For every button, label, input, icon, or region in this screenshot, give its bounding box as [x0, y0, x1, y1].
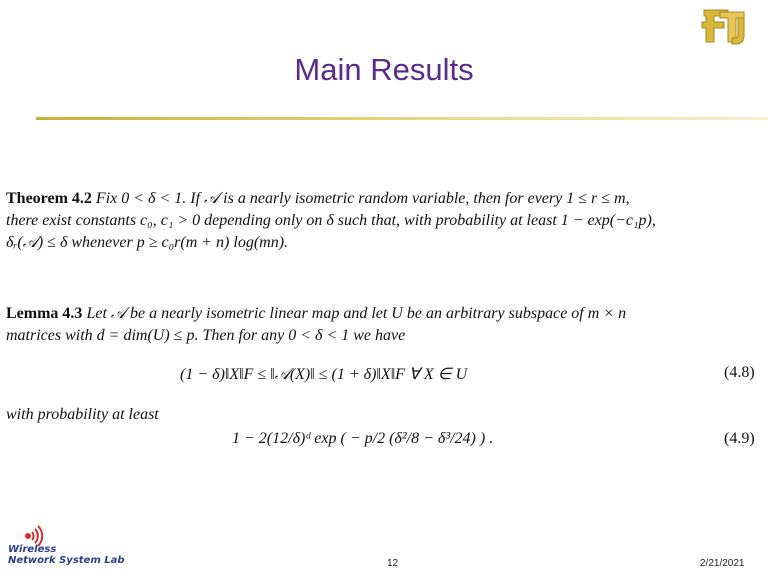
lab-name-line-1: Wireless	[8, 544, 57, 555]
theorem-line-1	[6, 188, 766, 210]
theorem-label: Theorem 4.2	[6, 190, 92, 207]
theorem-text-3: δᵣ(𝒜) ≤ δ whenever p ≥ c₀r(m + n) log(mn).	[6, 234, 289, 251]
lemma-block	[6, 303, 766, 347]
equation-4-9-number: (4.9)	[724, 430, 755, 447]
slide-date: 2/21/2021	[700, 558, 745, 569]
ftu-logo	[698, 4, 754, 48]
equation-4-9: 1 − 2(12/δ)ᵈ exp ( − p/2 (δ²/8 − δ³/24) ) .	[232, 430, 494, 447]
lemma-label: Lemma 4.3	[6, 305, 83, 322]
equation-4-8-number: (4.8)	[724, 364, 755, 381]
equation-4-8: (1 − δ)‖X‖F ≤ ‖𝒜(X)‖ ≤ (1 + δ)‖X‖F ∀ X ∈ U	[180, 366, 468, 383]
probability-text	[6, 404, 766, 426]
lemma-line-1	[6, 303, 766, 325]
page-number: 12	[387, 558, 399, 569]
title-divider	[36, 117, 768, 120]
theorem-text-2: there exist constants c₀, c₁ > 0 depending only on δ such that, with probability at least 1 − exp(−c₁p),	[6, 212, 656, 229]
lab-name-line-2: Network System Lab	[8, 555, 125, 566]
lab-name	[8, 544, 125, 566]
theorem-text-1: Fix 0 < δ < 1. If 𝒜 is a nearly isometric random variable, then for every 1 ≤ r ≤ m,	[95, 190, 630, 207]
slide-title: Main Results	[294, 52, 474, 87]
lemma-text-1: Let 𝒜 be a nearly isometric linear map and let U be an arbitrary subspace of m × n	[86, 305, 627, 322]
lemma-text-2: matrices with d = dim(U) ≤ p. Then for any 0 < δ < 1 we have	[6, 327, 406, 344]
theorem-block	[6, 188, 766, 254]
probability-label: with probability at least	[6, 406, 159, 423]
